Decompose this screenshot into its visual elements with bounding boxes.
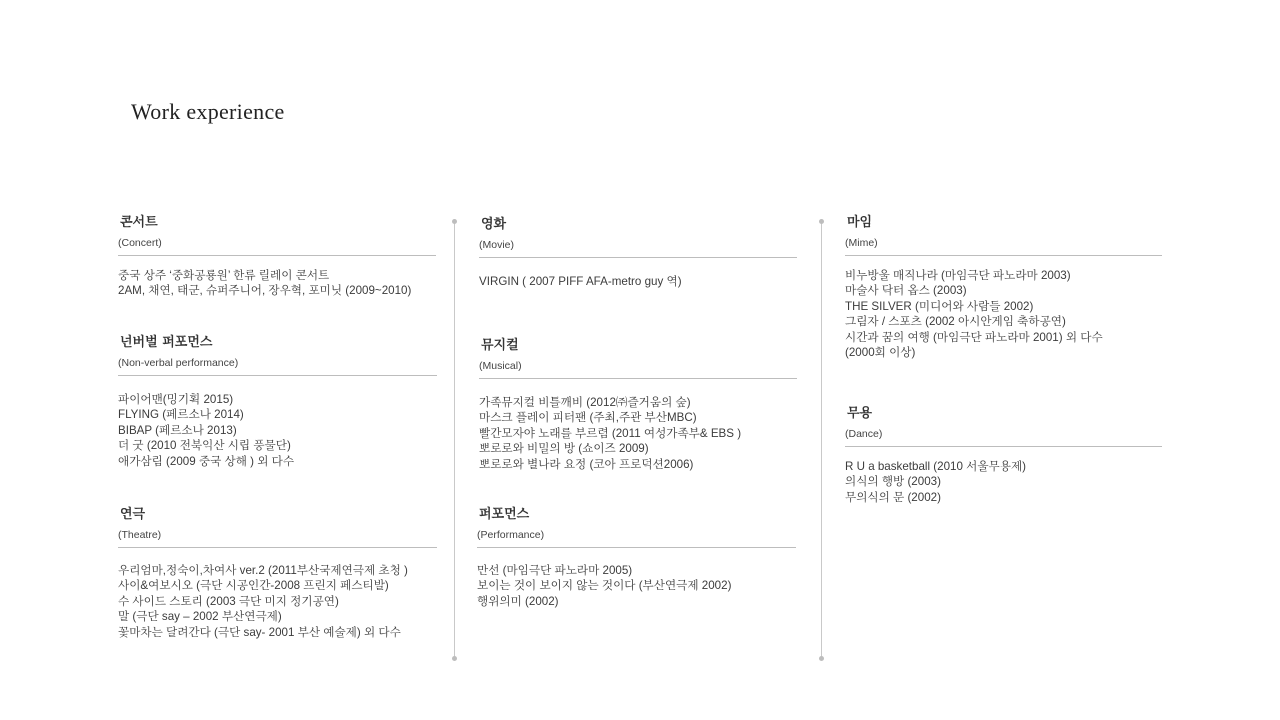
section-subtitle: (Musical) [479,360,522,372]
section-subtitle: (Non-verbal performance) [118,357,239,369]
list-item: 꽃마차는 달려간다 (극단 say- 2001 부산 예술제) 외 다수 [118,625,401,639]
section-divider [845,255,1162,256]
list-item: 비누방울 매직나라 (마임극단 파노라마 2003) [845,269,1071,282]
section-dance [845,405,1162,505]
section-concert [118,214,436,299]
section-item-list [479,274,797,289]
list-item: 보이는 것이 보이지 않는 것이다 (부산연극제 2002) [477,579,732,593]
list-item: 빨간모자야 노래를 부르렴 (2011 여성가족부& EBS ) [479,426,742,440]
section-subtitle: (Concert) [118,237,162,249]
list-item: 사이&여보시오 (극단 시공인간-2008 프린지 페스티발) [118,579,389,593]
section-divider [118,375,437,376]
list-item: 2AM, 채연, 태군, 슈퍼주니어, 장우혁, 포미닛 (2009~2010) [118,284,412,298]
divider-2-bottom-dot [819,656,824,661]
section-divider [845,446,1162,447]
column-divider-1 [454,221,455,659]
list-item: 우리엄마,정숙이,차여사 ver.2 (2011부산국제연극제 초청 ) [118,564,408,577]
section-item-list [118,563,437,640]
section-item-list [845,459,1162,505]
list-item: 중국 상주 ‘중화공룡원’ 한류 릴레이 콘서트 [118,269,330,282]
section-subtitle: (Mime) [845,237,878,249]
section-divider [479,378,797,379]
section-title: 뮤지컬 [481,338,519,353]
section-item-list [118,392,437,469]
section-nonverbal [118,334,437,469]
section-title: 퍼포먼스 [479,507,530,522]
list-item: FLYING (페르소나 2014) [118,408,244,422]
section-title: 연극 [120,507,146,522]
divider-1-bottom-dot [452,656,457,661]
list-item: 더 굿 (2010 전북익산 시립 풍물단) [118,439,291,453]
section-item-list [845,268,1162,360]
section-title: 마임 [847,215,873,230]
section-divider [118,255,436,256]
list-item: 행위의미 (2002) [477,594,559,608]
section-subtitle: (Dance) [845,428,883,440]
section-subtitle: (Performance) [477,529,545,541]
section-item-list [477,563,796,609]
list-item: 무의식의 문 (2002) [845,490,941,504]
section-theatre [118,506,437,640]
section-divider [118,547,437,548]
section-title: 넌버벌 퍼포먼스 [120,335,213,350]
section-divider [479,257,797,258]
list-item: 파이어맨(밍기획 2015) [118,393,234,406]
list-item: 만선 (마임극단 파노라마 2005) [477,564,633,577]
list-item: (2000회 이상) [845,346,916,360]
list-item: VIRGIN ( 2007 PIFF AFA-metro guy 역) [479,275,682,288]
list-item: 가족뮤지컬 비틀깨비 (2012㈜즐거움의 숲) [479,396,691,409]
list-item: 그림자 / 스포츠 (2002 아시안게임 축하공연) [845,315,1066,329]
section-divider [477,547,796,548]
section-item-list [118,268,436,299]
list-item: 마스크 플레이 피터팬 (주최,주관 부산MBC) [479,411,697,425]
section-subtitle: (Movie) [479,239,515,251]
section-item-list [479,395,797,472]
column-divider-2 [821,221,822,659]
list-item: BIBAP (페르소나 2013) [118,423,237,437]
list-item: 시간과 꿈의 여행 (마임극단 파노라마 2001) 외 다수 [845,330,1103,344]
list-item: 애가삼림 (2009 중국 상해 ) 외 다수 [118,454,295,468]
list-item: R U a basketball (2010 서울무용제) [845,460,1027,473]
divider-2-top-dot [819,219,824,224]
section-title: 콘서트 [120,215,158,230]
list-item: THE SILVER (미디어와 사람들 2002) [845,299,1034,313]
section-title: 영화 [481,217,507,232]
list-item: 말 (극단 say – 2002 부산연극제) [118,610,282,624]
section-mime [845,214,1162,360]
section-performance [477,506,796,609]
section-title: 무용 [847,406,873,421]
section-movie [479,216,797,289]
list-item: 뽀로로와 비밀의 방 (쇼이즈 2009) [479,442,649,456]
list-item: 수 사이드 스토리 (2003 극단 미지 정기공연) [118,594,339,608]
divider-1-top-dot [452,219,457,224]
list-item: 뽀로로와 별나라 요정 (코아 프로덕션2006) [479,457,694,471]
section-musical [479,337,797,472]
page-title: Work experience [131,99,285,124]
list-item: 마술사 닥터 옵스 (2003) [845,284,967,298]
list-item: 의식의 행방 (2003) [845,475,941,489]
section-subtitle: (Theatre) [118,529,162,541]
